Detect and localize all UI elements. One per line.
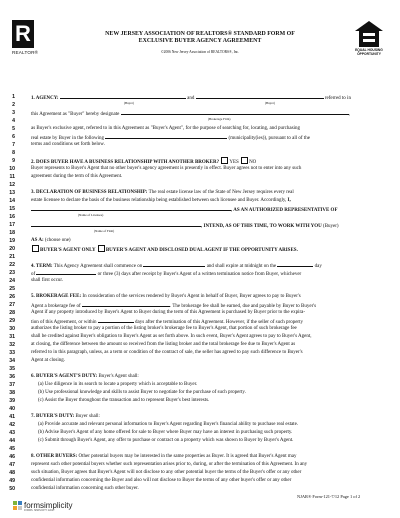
line-text: shall first occur.	[31, 278, 64, 283]
line-number: 13	[9, 190, 15, 196]
line-text: . The brokerage fee shall be earned, due and payable by Buyer to Buyer's	[169, 304, 317, 309]
no-checkbox[interactable]	[241, 157, 248, 164]
line-number: 17	[9, 222, 15, 228]
line-number: 36	[9, 374, 15, 380]
line-number: 31	[9, 334, 15, 340]
line-number: 4	[12, 118, 15, 124]
and-label: and	[187, 96, 195, 101]
line-number: 21	[9, 254, 15, 260]
formsimplicity-tagline: FORMS. SIMPLICITY. EASY.	[24, 509, 55, 512]
brokerage-fee-heading: 5. BROKERAGE FEE:	[31, 294, 82, 299]
title-line-1: NEW JERSEY ASSOCIATION OF REALTORS® STANDARD FORM OF	[105, 31, 295, 37]
line-number: 29	[9, 318, 15, 324]
declaration-heading: 3. DECLARATION OF BUSINESS RELATIONSHIP:	[31, 190, 148, 195]
realtor-logo	[12, 20, 39, 60]
line-text: such situation, Buyer agrees that Buyer's Agent will not disclose to any other potential buyer the terms of the Buyer's offer or any other	[31, 470, 302, 475]
line-text: Agent if any property introduced by Buyer's Agent to Buyer during the term of this Agreement is purchased by Buyer prior to the expira-	[31, 310, 306, 315]
line-number: 33	[9, 350, 15, 356]
buyers-duty-heading: 7. BUYER'S DUTY:	[31, 414, 75, 419]
equal-housing-caption-1: EQUAL HOUSING	[355, 48, 383, 52]
line-number: 10	[9, 166, 15, 172]
line-number: 14	[9, 198, 15, 204]
line-text: represent such other potential buyers whether such representation arises prior to, during, or after the termination of this Agreement. In any	[31, 462, 308, 467]
authorized-rep-label: , AS AN AUTHORIZED REPRESENTATIVE OF	[231, 208, 338, 213]
agency-heading: 1. AGENCY:	[31, 96, 59, 101]
line-number: 45	[9, 446, 15, 452]
form-id: NJAR® Form-121-7/12 Page 1 of 2	[297, 494, 361, 499]
line-text: (a) Provide accurate and relevant personal information to Buyer's Agent regarding Buyer's financial ability to purchase real estate.	[38, 422, 299, 427]
line-number: 44	[9, 438, 15, 444]
line-text: referred to in this paragraph, unless, as a term or condition of the contract of sale, the seller has agreed to pay such difference to Buyer's	[31, 350, 303, 355]
line-number: 16	[9, 214, 15, 220]
line-text: and shall expire at midnight on the	[206, 264, 277, 269]
other-buyers-heading: 8. OTHER BUYERS:	[31, 454, 78, 459]
yes-checkbox[interactable]	[221, 157, 228, 164]
line-number: 20	[9, 246, 15, 252]
formsimplicity-mark-icon	[13, 501, 22, 510]
day-label: day	[314, 264, 322, 269]
line-number: 40	[9, 406, 15, 412]
line-number: 2	[12, 102, 15, 108]
line-text: (a) Use diligence in its search to locate a property which is acceptable to Buyer.	[38, 382, 198, 387]
line-number: 19	[9, 238, 15, 244]
area-label: real estate by Buyer in the following	[31, 136, 105, 141]
buyers-agent-only-label: BUYER'S AGENT ONLY	[40, 248, 96, 253]
line-number: 28	[9, 310, 15, 316]
yes-label: YES	[229, 160, 239, 165]
term-heading: 4. TERM:	[31, 264, 53, 269]
expire-month-field[interactable]	[36, 269, 96, 275]
buyers-agent-only-checkbox[interactable]	[32, 245, 39, 252]
line-number: 50	[9, 486, 15, 492]
line-number: 11	[9, 174, 15, 180]
line-number: 7	[12, 142, 15, 148]
buyer-name-field-1[interactable]	[60, 93, 186, 99]
document-title	[60, 31, 340, 46]
line-text: (c) Submit through Buyer's Agent, any offer to purchase or contract on a property which was shown to Buyer by Buyer's Agent.	[38, 438, 294, 443]
equal-housing-caption-2: OPPORTUNITY	[357, 52, 381, 56]
business-relationship-heading: 2. DOES BUYER HAVE A BUSINESS RELATIONSHIP WITH ANOTHER BROKER?	[31, 160, 220, 165]
firm-name-field[interactable]	[31, 221, 201, 227]
line-text: days after the termination of this Agreement. However, if the seller of such property	[135, 320, 303, 325]
brokerage-fee-field[interactable]	[82, 301, 170, 307]
line-text: (b) Advise Buyer's Agent of any home offered for sale to Buyer where Buyer may have an interest in purchasing such property.	[38, 430, 293, 435]
line-number: 8	[12, 150, 15, 156]
line-text: tion of this Agreement, or within	[31, 320, 97, 325]
buyer-name-field-2[interactable]	[196, 93, 324, 99]
designate-label: this Agreement as "Buyer" hereby designate	[31, 112, 120, 117]
line-number: 42	[9, 422, 15, 428]
line-number: 24	[9, 278, 15, 284]
referred-label: referred to in	[324, 96, 351, 101]
line-number: 30	[9, 326, 15, 332]
line-number: 5	[12, 126, 15, 132]
licensee-caption: (Name of Licensee)	[78, 213, 104, 217]
line-text: This Agency Agreement shall commence on	[53, 264, 143, 269]
line-number: 15	[9, 206, 15, 212]
equal-housing-house-icon	[354, 20, 384, 48]
of-label: of	[31, 272, 36, 277]
line-number: 38	[9, 390, 15, 396]
line-number: 12	[9, 182, 15, 188]
line-text: Buyer's Agent shall:	[98, 374, 139, 379]
line-text: confidential information concerning such other buyer.	[31, 486, 139, 491]
line-text: estate licensee to declare the basis of the business relationship being established between such licensee and Buyer. Accordingly,	[31, 198, 287, 203]
line-number: 47	[9, 462, 15, 468]
intend-label: , INTEND, AS OF THIS TIME, TO WORK WITH YOU	[201, 224, 322, 229]
line-number: 6	[12, 134, 15, 140]
line-text: Agent a brokerage fee of	[31, 304, 81, 309]
line-number: 35	[9, 366, 15, 372]
brokerage-firm-field[interactable]	[121, 109, 349, 115]
as-a-label: AS A:	[31, 238, 44, 243]
line-number: 25	[9, 286, 15, 292]
line-text: shall be credited against Buyer's obligation to Buyer's Agent as set forth above. In such event, Buyer's Agent agrees to pay to Buyer's Agent,	[31, 334, 312, 339]
municipality-field[interactable]	[105, 133, 227, 139]
declaration-text: The real estate license law of the State of New Jersey requires every real	[148, 190, 294, 195]
agents-duty-heading: 6. BUYER'S AGENT'S DUTY:	[31, 374, 98, 379]
line-text: at closing, the difference between the amount so received from the listing broker and the total brokerage fee due to Buyer's Agent as	[31, 342, 296, 347]
line-text: confidential information concerning the Buyer and also will not disclose to Buyer the terms of any other buyer's offer or any other	[31, 478, 292, 483]
line-number: 22	[9, 262, 15, 268]
line-number: 32	[9, 342, 15, 348]
expire-day-field[interactable]	[277, 261, 313, 267]
buyer-caption-2: (Buyer)	[265, 101, 275, 105]
line-text: Buyer shall:	[75, 414, 100, 419]
choose-one-label: (choose one)	[44, 238, 71, 243]
line-number: 1	[12, 94, 15, 100]
no-label: NO	[249, 160, 257, 165]
commence-date-field[interactable]	[143, 261, 205, 267]
buyer-paren: (Buyer)	[323, 224, 339, 229]
copyright-notice: ©2006 New Jersey Association of REALTORS®, Inc.	[160, 50, 240, 54]
line-number: 18	[9, 230, 15, 236]
line-text: Buyer represents to Buyer's Agent that no other buyer's agency agreement is presently in effect. Buyer agrees not to enter into any such	[31, 166, 302, 171]
line-number: 9	[12, 158, 15, 164]
formsimplicity-wordmark: formsimplicity	[24, 500, 73, 510]
form-line-50	[0, 485, 400, 494]
line-text: Other potential buyers may be interested in the same properties as Buyer. It is agreed that Buyer's Agent may	[78, 454, 297, 459]
line-number: 46	[9, 454, 15, 460]
i-label: I,	[287, 198, 291, 203]
line-number: 48	[9, 470, 15, 476]
comma: ,	[348, 112, 350, 117]
line-text: as Buyer's exclusive agent, referred to in this Agreement as "Buyer's Agent", for the purpose of searching for, locating, and purchasing	[31, 126, 300, 131]
dual-agent-checkbox[interactable]	[98, 245, 105, 252]
licensee-name-field[interactable]	[31, 205, 231, 211]
firm-caption: (Name of Firm)	[94, 229, 115, 233]
line-text: Agent at closing.	[31, 358, 66, 363]
dual-agent-label: BUYER'S AGENT AND DISCLOSED DUAL AGENT IF THE OPPORTUNITY ARISES.	[105, 248, 298, 253]
line-number: 41	[9, 414, 15, 420]
line-number: 27	[9, 302, 15, 308]
title-line-2: EXCLUSIVE BUYER AGENCY AGREEMENT	[138, 38, 262, 45]
municipality-label: (municipality(ies)), pursuant to all of the	[228, 136, 310, 141]
line-number: 49	[9, 478, 15, 484]
line-text: (b) Use professional knowledge and skills to assist Buyer to negotiate for the purchase of such property.	[38, 390, 246, 395]
line-number: 37	[9, 382, 15, 388]
realtor-logo-letter: R	[15, 21, 31, 46]
line-number: 39	[9, 398, 15, 404]
equal-housing-logo	[352, 20, 386, 56]
protection-days-field[interactable]	[98, 317, 134, 323]
realtor-logo-word: REALTOR®	[12, 50, 39, 55]
buyer-caption-1: (Buyer)	[124, 101, 134, 105]
brokerage-firm-caption: (Brokerage Firm)	[208, 117, 231, 121]
line-number: 3	[12, 110, 15, 116]
line-number: 43	[9, 430, 15, 436]
line-text: terms and conditions set forth below.	[31, 142, 105, 147]
line-text: authorizes the listing broker to pay a portion of the listing broker's brokerage fee to Buyer's Agent, that portion of such brokerage fee	[31, 326, 297, 331]
line-text: In consideration of the services rendered by Buyer's Agent in behalf of Buyer, Buyer agrees to pay to Buyer's	[82, 294, 301, 299]
line-number: 23	[9, 270, 15, 276]
line-number: 26	[9, 294, 15, 300]
line-text: (c) Assist the Buyer throughout the transaction and to represent Buyer's best interests.	[38, 398, 210, 403]
line-text: or three (3) days after receipt by Buyer's Agent of a written termination notice from Buyer, whichever	[97, 272, 302, 277]
line-number: 34	[9, 358, 15, 364]
line-text: agreement during the term of this Agreement.	[31, 174, 123, 179]
